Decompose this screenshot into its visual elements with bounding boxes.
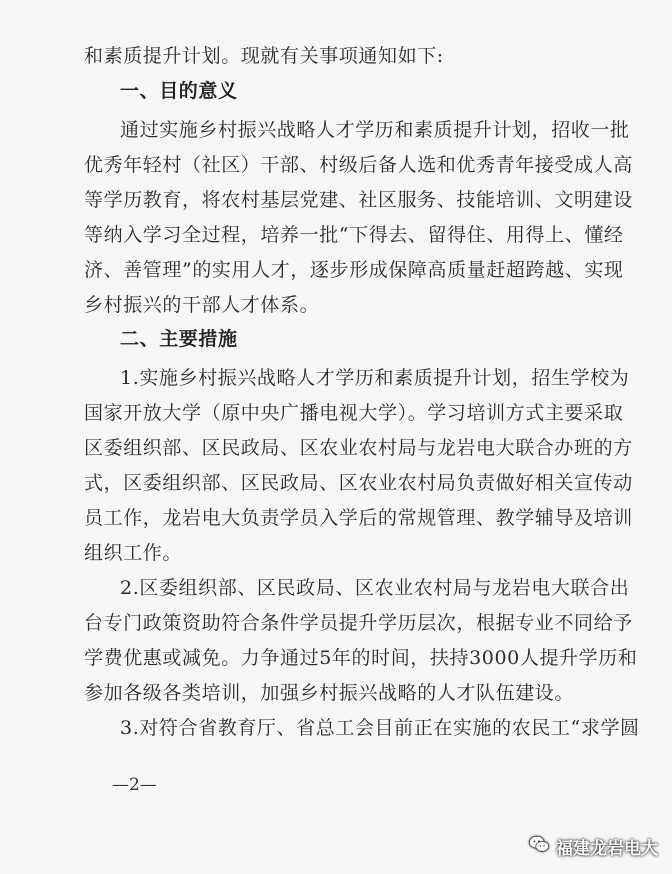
section-heading-measures: 二、主要措施 [120, 328, 238, 350]
text-line: 员工作，龙岩电大负责学员入学后的常规管理、教学辅导及培训 [84, 507, 633, 529]
text-line: 等学历教育，将农村基层党建、社区服务、技能培训、文明建设 [84, 189, 633, 211]
watermark [528, 833, 658, 860]
text-line: 国家开放大学（原中央广播电视大学）。学习培训方式主要采取 [84, 402, 624, 424]
text-line: 组织工作。 [84, 542, 183, 564]
text-line: 通过实施乡村振兴战略人才学历和素质提升计划，招收一批 [120, 119, 630, 141]
text-line: 3.对符合省教育厅、省总工会目前正在实施的农民工“求学圆 [120, 717, 640, 739]
section-heading-purpose: 一、目的意义 [120, 80, 238, 102]
watermark-text: 福建龙岩电大 [556, 839, 658, 859]
page-number: —2— [112, 775, 157, 795]
text-line: 等纳入学习全过程，培养一批“下得去、留得住、用得上、懂经 [84, 224, 624, 246]
text-line: 区委组织部、区民政局、区农业农村局与龙岩电大联合办班的方 [84, 437, 633, 459]
text-line: 学费优惠或减免。力争通过5年的时间，扶持3000人提升学历和 [84, 647, 638, 669]
text-line: 和素质提升计划。现就有关事项通知如下: [84, 45, 444, 67]
text-line: 乡村振兴的干部人才体系。 [84, 294, 320, 316]
text-line: 1.实施乡村振兴战略人才学历和素质提升计划，招生学校为 [120, 367, 630, 389]
text-line: 济、善管理”的实用人才，逐步形成保障高质量赶超跨越、实现 [84, 259, 624, 281]
text-line: 式，区委组织部、区民政局、区农业农村局负责做好相关宣传动 [84, 472, 633, 494]
text-line: 台专门政策资助符合条件学员提升学历层次，根据专业不同给予 [84, 612, 633, 634]
text-line: 优秀年轻村（社区）干部、村级后备人选和优秀青年接受成人高 [84, 154, 633, 176]
wechat-icon [528, 833, 550, 860]
text-line: 2.区委组织部、区民政局、区农业农村局与龙岩电大联合出 [120, 577, 630, 599]
text-line: 参加各级各类培训，加强乡村振兴战略的人才队伍建设。 [84, 682, 575, 704]
